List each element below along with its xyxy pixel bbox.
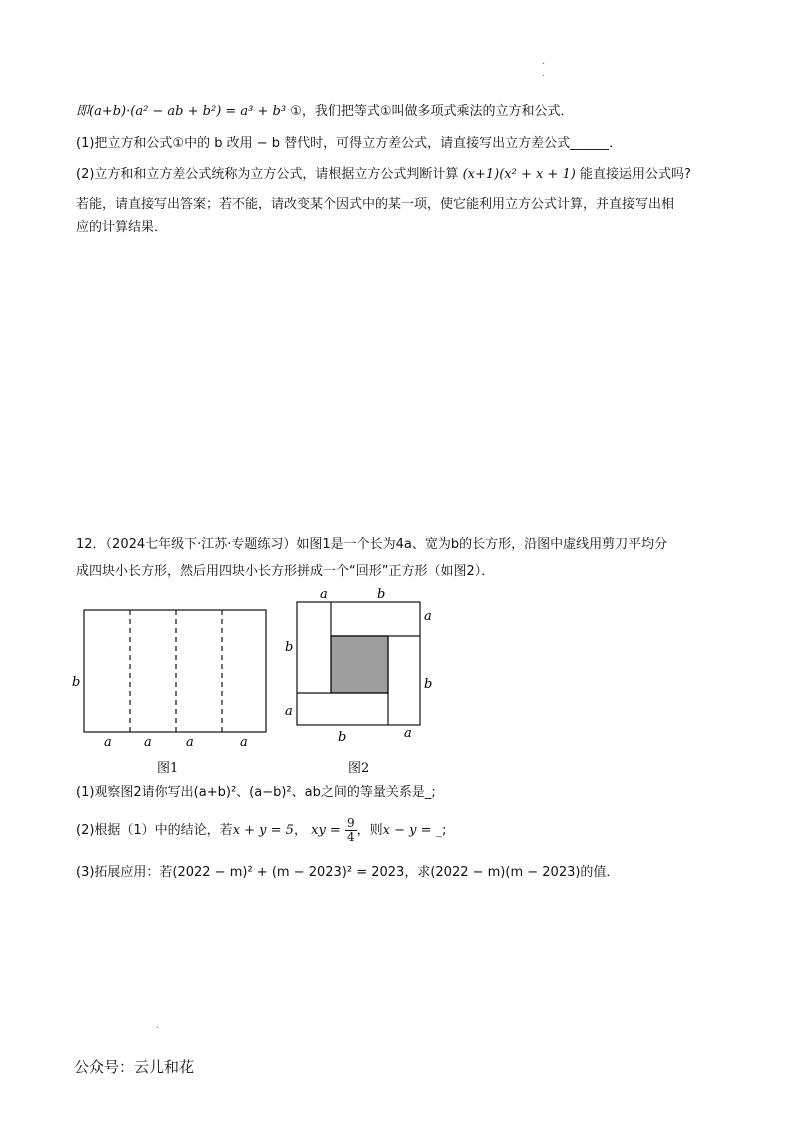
q12-part1: (1)观察图2请你写出(a+b)²、(a−b)²、ab之间的等量关系是_; xyxy=(76,785,436,800)
q11-part2-formula: (x+1)(x² + x + 1) xyxy=(462,167,576,182)
shaded-center-square xyxy=(331,636,388,693)
fraction-nine-fourths xyxy=(345,817,357,844)
q11-intro-text: ①，我们把等式①叫做多项式乘法的立方和公式． xyxy=(290,104,574,119)
page-mark: . xyxy=(156,1020,160,1031)
fraction-numerator: 9 xyxy=(346,816,355,830)
figure-1-caption: 图1 xyxy=(157,761,179,776)
q11-part2-line3: 应的计算结果． xyxy=(76,220,168,235)
condition-product: xy = xyxy=(311,823,341,838)
q11-part2 xyxy=(76,165,691,185)
q11-part2-line2: 若能，请直接写出答案；若不能，请改变某个因式中的某一项，使它能利用立方公式计算，并直接写出相 xyxy=(76,197,675,212)
fig2-bottom-label: a xyxy=(404,726,412,741)
separator: ， xyxy=(293,823,307,838)
q12-part2-end: ; xyxy=(442,823,447,838)
fig2-top-label: a xyxy=(320,587,328,602)
cube-sum-formula: 即(a+b)·(a² − ab + b²) = a³ + b³ xyxy=(76,104,287,119)
q12-part2-text: (2)根据（1）中的结论，若 xyxy=(76,823,233,838)
fig1-length-label: a xyxy=(104,735,112,750)
fig2-right-label: b xyxy=(424,677,433,692)
q11-part2-text: (2)立方和和立方差公式统称为立方公式，请根据立方公式判断计算 xyxy=(76,167,459,182)
footer-account: 公众号：云儿和花 xyxy=(74,1058,195,1076)
fig1-length-label: a xyxy=(240,735,248,750)
fig2-bottom-label: b xyxy=(338,730,347,745)
fig2-left-label: b xyxy=(285,640,294,655)
fig2-left-label: a xyxy=(285,704,293,719)
difference-blank: x − y = _ xyxy=(382,823,443,838)
q12-part2 xyxy=(76,817,447,845)
q12-stem-line1: 12．（2024七年级下·江苏·专题练习）如图1是一个长为4a、宽为b的长方形，沿图中虚线用剪刀平均分 xyxy=(76,537,668,552)
q11-part1: (1)把立方和公式①中的 b 改用 − b 替代时，可得立方差公式，请直接写出立方差公式______． xyxy=(76,136,623,151)
fig1-length-label: a xyxy=(186,735,194,750)
q12-stem-line2: 成四块小长方形，然后用四块小长方形拼成一个“回形”正方形（如图2）． xyxy=(76,564,495,579)
figure-2 xyxy=(280,585,440,745)
q12-part3: (3)拓展应用：若(2022 − m)² + (m − 2023)² = 2023，求(2022 − m)(m − 2023)的值． xyxy=(76,865,620,880)
fig2-top-label: b xyxy=(377,587,386,602)
fig2-right-label: a xyxy=(424,609,432,624)
q11-intro xyxy=(76,102,574,122)
fig1-width-label: b xyxy=(72,675,81,690)
page-mark: . xyxy=(542,56,546,67)
condition-sum: x + y = 5 xyxy=(232,823,294,838)
fraction-denominator: 4 xyxy=(346,830,355,844)
q12-part2-then: ，则 xyxy=(356,823,383,838)
large-rectangle xyxy=(84,610,266,732)
figure-1 xyxy=(66,600,286,750)
fig1-length-label: a xyxy=(144,735,152,750)
q11-part2-question: 能直接运用公式吗? xyxy=(579,167,691,182)
figure-2-caption: 图2 xyxy=(348,761,370,776)
page-mark: . xyxy=(542,68,546,79)
